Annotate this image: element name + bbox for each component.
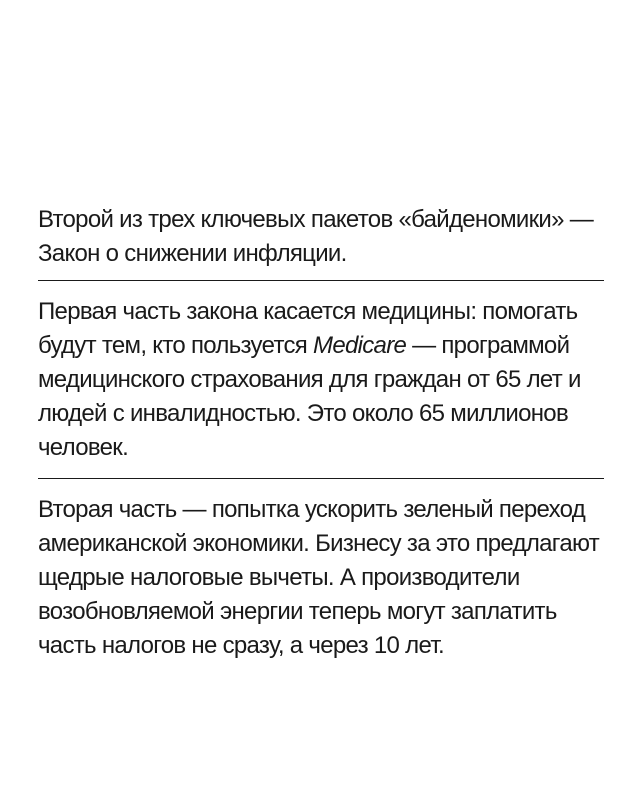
section-divider	[38, 280, 604, 281]
medicare-term: Medicare	[313, 332, 407, 359]
medicine-text-start: Первая часть закона касается медицины: помогать будут тем, кто пользуется	[38, 298, 578, 359]
green-transition-paragraph: Вторая часть — попытка ускорить зеленый переход американской экономики. Бизнесу за это предлагают щедрые налоговые вычеты. А производители возобновляемой энергии теперь могут заплатить часть налогов не сразу, а через 10 лет.	[38, 496, 600, 659]
section-divider	[38, 478, 604, 479]
article-card	[38, 203, 604, 663]
medicine-text-end: — программой медицинского страхования для граждан от 65 лет и людей с инвалидностью. Это около 65 миллионов человек.	[38, 332, 581, 461]
medicine-paragraph	[38, 295, 604, 465]
intro-paragraph: Второй из трех ключевых пакетов «байденомики» — Закон о снижении инфляции.	[38, 206, 594, 267]
